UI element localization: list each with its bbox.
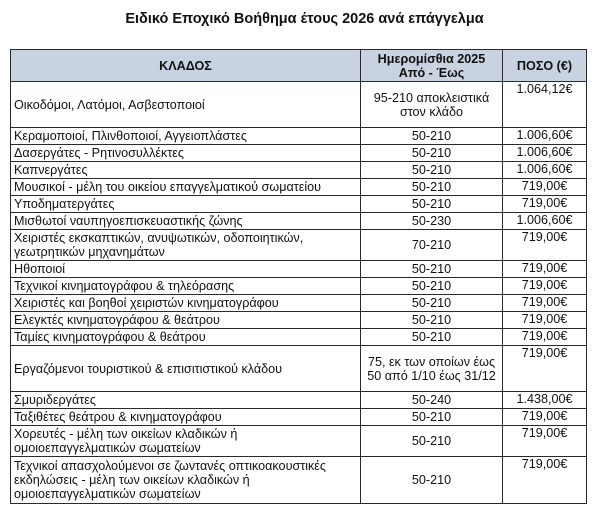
amount-cell: 1.006,60€ [503,128,587,145]
table-row [11,312,587,329]
branch-cell: Δασεργάτες - Ρητινοσυλλέκτες [11,145,361,162]
amount-cell: 1.006,60€ [503,213,587,230]
days-cell: 50-210 [361,179,503,196]
amount-cell: 1.438,00€ [503,392,587,409]
branch-cell: Ελεγκτές κινηματογράφου & θεάτρου [11,312,361,329]
days-cell: 50-210 [361,196,503,213]
table-row [11,162,587,179]
days-cell: 50-210 [361,409,503,426]
days-cell: 50-230 [361,213,503,230]
branch-cell: Σμυριδεργάτες [11,392,361,409]
amount-cell: 1.006,60€ [503,162,587,179]
amount-cell: 719,00€ [503,295,587,312]
amount-cell: 719,00€ [503,329,587,346]
table-header-row [11,50,587,82]
days-cell: 50-210 [361,278,503,295]
table-row [11,179,587,196]
amount-cell: 719,00€ [503,230,587,261]
days-cell: 50-210 [361,457,503,504]
amount-cell: 719,00€ [503,278,587,295]
branch-cell: Χορευτές - μέλη των οικείων κλαδικών ή ομοιοεπαγγελματικών σωματείων [11,426,361,457]
amount-cell: 719,00€ [503,346,587,392]
amount-cell: 719,00€ [503,196,587,213]
branch-cell: Μισθωτοί ναυπηγοεπισκευαστικής ζώνης [11,213,361,230]
header-amount: ΠΟΣΟ (€) [503,50,587,82]
header-branch: ΚΛΑΔΟΣ [11,50,361,82]
table-row [11,230,587,261]
table-row [11,392,587,409]
table-row [11,329,587,346]
days-cell: 50-210 [361,162,503,179]
table-row [11,457,587,504]
days-cell: 70-210 [361,230,503,261]
table-row [11,261,587,278]
page-title: Ειδικό Εποχικό Βοήθημα έτους 2026 ανά επάγγελμα [125,11,484,27]
table-row [11,278,587,295]
amount-cell: 719,00€ [503,261,587,278]
days-cell: 50-210 [361,295,503,312]
branch-cell: Εργαζόμενοι τουριστικού & επισιτιστικού κλάδου [11,346,361,392]
table-row [11,145,587,162]
amount-cell: 719,00€ [503,312,587,329]
days-cell: 75, εκ των οποίων έως 50 από 1/10 έως 31/12 [361,346,503,392]
table-row [11,82,587,128]
table-row [11,128,587,145]
days-cell: 95-210 αποκλειστικά στον κλάδο [361,82,503,128]
days-cell: 50-210 [361,312,503,329]
header-days: Ημερομίσθια 2025 Από - Έως [361,50,503,82]
table-row [11,213,587,230]
table-row [11,196,587,213]
allowance-table [10,49,587,504]
branch-cell: Υποδηματεργάτες [11,196,361,213]
branch-cell: Κεραμοποιοί, Πλινθοποιοί, Αγγειοπλάστες [11,128,361,145]
branch-cell: Τεχνικοί απασχολούμενοι σε ζωντανές οπτικοακουστικές εκδηλώσεις - μέλη των οικείων κλαδικών ή ομοιοεπαγγελματικών σωματείων [11,457,361,504]
table-row [11,426,587,457]
days-cell: 50-210 [361,261,503,278]
branch-cell: Ηθοποιοί [11,261,361,278]
amount-cell: 719,00€ [503,179,587,196]
amount-cell: 719,00€ [503,457,587,504]
amount-cell: 719,00€ [503,426,587,457]
amount-cell: 1.064,12€ [503,82,587,128]
branch-cell: Ταμίες κινηματογράφου & θεάτρου [11,329,361,346]
branch-cell: Καπνεργάτες [11,162,361,179]
days-cell: 50-210 [361,426,503,457]
table-row [11,295,587,312]
days-cell: 50-210 [361,145,503,162]
branch-cell: Χειριστές εκσκαπτικών, ανυψωτικών, οδοποιητικών, γεωτρητικών μηχανημάτων [11,230,361,261]
table-row [11,409,587,426]
branch-cell: Χειριστές και βοηθοί χειριστών κινηματογράφου [11,295,361,312]
amount-cell: 1.006,60€ [503,145,587,162]
days-cell: 50-240 [361,392,503,409]
days-cell: 50-210 [361,128,503,145]
branch-cell: Τεχνικοί κινηματογράφου & τηλεόρασης [11,278,361,295]
table-row [11,346,587,392]
amount-cell: 719,00€ [503,409,587,426]
branch-cell: Μουσικοί - μέλη του οικείου επαγγελματικού σωματείου [11,179,361,196]
branch-cell: Οικοδόμοι, Λατόμοι, Ασβεστοποιοί [11,82,361,128]
branch-cell: Ταξιθέτες θεάτρου & κινηματογράφου [11,409,361,426]
days-cell: 50-210 [361,329,503,346]
